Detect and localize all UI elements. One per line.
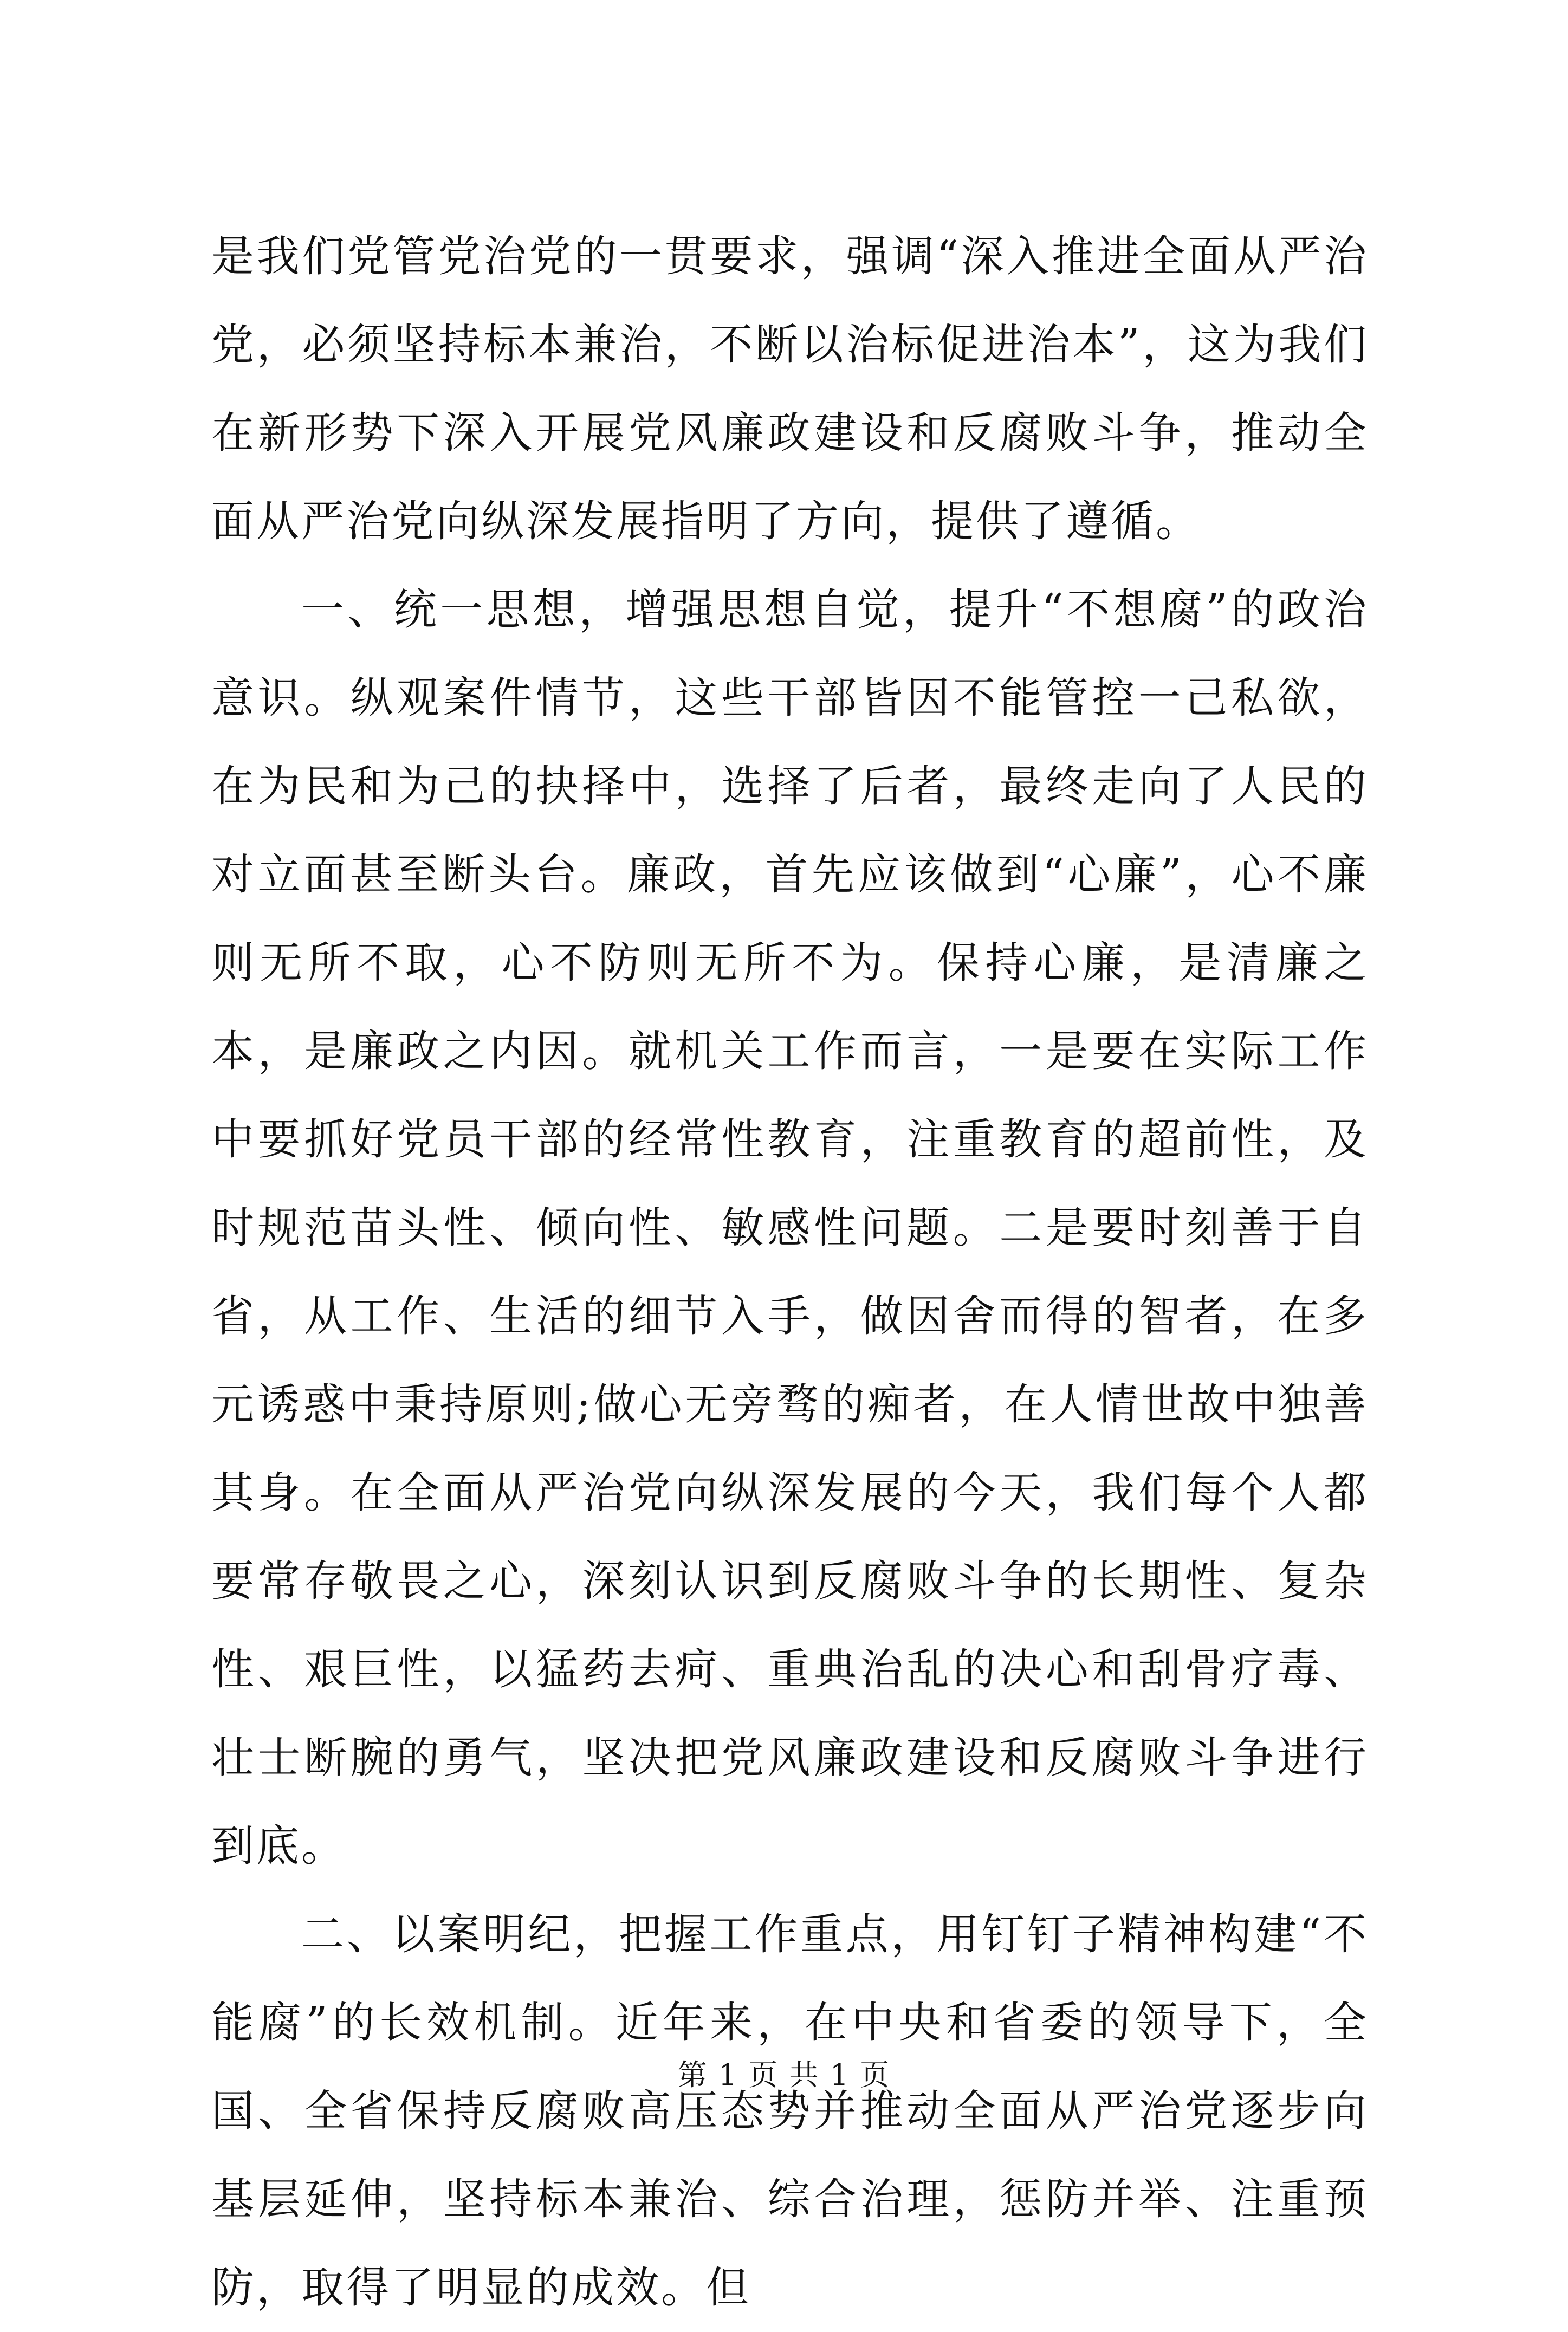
page-footer: 第 1 页 共 1 页 xyxy=(677,2058,891,2092)
paragraph-section-one: 一、统一思想，增强思想自觉，提升“不想腐”的政治意识。纵观案件情节，这些干部皆因不能管控一己私欲，在为民和为己的抉择中，选择了后者，最终走向了人民的对立面甚至断头台。廉政，首先应该做到“心廉”，心不廉则无所不取，心不防则无所不为。保持心廉，是清廉之本，是廉政之内因。就机关工作而言，一是要在实际工作中要抓好党员干部的经常性教育，注重教育的超前性，及时规范苗头性、倾向性、敏感性问题。二是要时刻善于自省，从工作、生活的细节入手，做因舍而得的智者，在多元诱惑中秉持原则;做心无旁骛的痴者，在人情世故中独善其身。在全面从严治党向纵深发展的今天，我们每个人都要常存敬畏之心，深刻认识到反腐败斗争的长期性、复杂性、艰巨性，以猛药去疴、重典治乱的决心和刮骨疗毒、壮士断腕的勇气，坚决把党风廉政建设和反腐败斗争进行到底。 xyxy=(211,585,1369,1871)
document-body xyxy=(211,212,1369,2332)
paragraph-continuation: 是我们党管党治党的一贯要求，强调“深入推进全面从严治党，必须坚持标本兼治，不断以治标促进治本”，这为我们在新形势下深入开展党风廉政建设和反腐败斗争，推动全面从严治党向纵深发展指明了方向，提供了遵循。 xyxy=(211,231,1369,546)
paragraph-section-two: 二、以案明纪，把握工作重点，用钉钉子精神构建“不能腐”的长效机制。近年来，在中央和省委的领导下，全国、全省保持反腐败高压态势并推动全面从严治党逐步向基层延伸，坚持标本兼治、综合治理，惩防并举、注重预防，取得了明显的成效。但 xyxy=(211,1909,1369,2312)
